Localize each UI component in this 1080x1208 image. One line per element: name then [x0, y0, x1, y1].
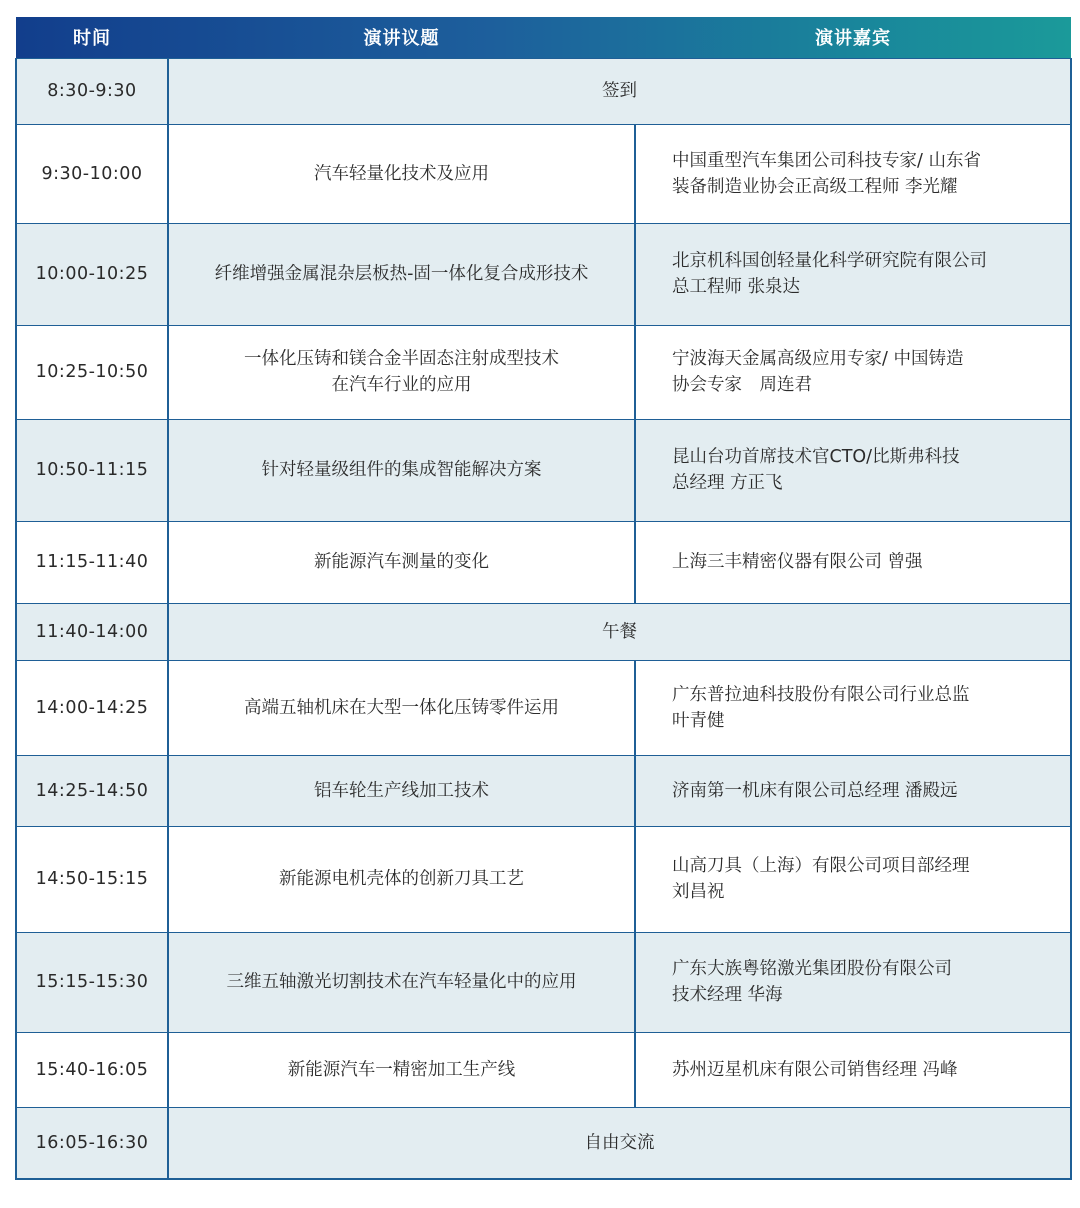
speaker-line: 总工程师 张泉达: [672, 277, 801, 297]
speaker-cell: [635, 124, 1071, 223]
speaker-cell: [635, 826, 1071, 932]
header-topic: 演讲议题: [363, 28, 440, 50]
topic-cell: [168, 325, 635, 419]
speaker-cell: [635, 521, 1071, 603]
agenda-table: [15, 17, 1072, 1180]
table-row: [16, 755, 1071, 826]
table-row: [16, 1032, 1071, 1107]
time-cell: 14:25-14:50: [16, 755, 168, 826]
speaker-cell: [635, 1032, 1071, 1107]
table-row: [16, 932, 1071, 1032]
speaker-line: 技术经理 华海: [672, 985, 783, 1005]
topic-cell: [168, 755, 635, 826]
speaker-cell: [635, 755, 1071, 826]
time-cell: 16:05-16:30: [16, 1107, 168, 1179]
break-cell: 自由交流: [168, 1107, 1071, 1179]
time-cell: 11:40-14:00: [16, 603, 168, 660]
topic-cell: [168, 826, 635, 932]
topic-line: 针对轻量级组件的集成智能解决方案: [261, 460, 542, 480]
speaker-line: 上海三丰精密仪器有限公司 曾强: [672, 552, 923, 572]
table-row: [16, 603, 1071, 660]
time-cell: 15:40-16:05: [16, 1032, 168, 1107]
speaker-line: 济南第一机床有限公司总经理 潘殿远: [672, 780, 958, 801]
speaker-line: 山高刀具（上海）有限公司项目部经理: [672, 856, 970, 876]
speaker-line: 刘昌祝: [672, 882, 725, 902]
break-cell: 签到: [168, 58, 1071, 124]
speaker-cell: [635, 932, 1071, 1032]
speaker-line: 中国重型汽车集团公司科技专家/ 山东省: [672, 150, 981, 171]
table-row: [16, 58, 1071, 124]
speaker-cell: [635, 419, 1071, 521]
topic-cell: [168, 521, 635, 603]
topic-line: 新能源电机壳体的创新刀具工艺: [279, 869, 524, 889]
speaker-line: 装备制造业协会正高级工程师 李光耀: [672, 176, 958, 197]
topic-cell: [168, 660, 635, 755]
table-header-row: [16, 17, 1071, 58]
topic-line: 一体化压铸和镁合金半固态注射成型技术: [244, 349, 559, 369]
topic-line: 汽车轻量化技术及应用: [314, 163, 489, 184]
table-row: [16, 1107, 1071, 1179]
time-cell: 10:50-11:15: [16, 419, 168, 521]
topic-cell: [168, 932, 635, 1032]
time-cell: 10:00-10:25: [16, 223, 168, 325]
header-time: 时间: [73, 28, 111, 50]
topic-cell: [168, 223, 635, 325]
topic-line: 新能源汽车测量的变化: [314, 552, 489, 572]
speaker-cell: [635, 325, 1071, 419]
topic-line: 高端五轴机床在大型一体化压铸零件运用: [244, 697, 559, 718]
topic-line: 在汽车行业的应用: [331, 375, 472, 395]
speaker-cell: [635, 223, 1071, 325]
speaker-line: 叶青健: [672, 710, 725, 731]
topic-cell: [168, 1032, 635, 1107]
table-row: [16, 419, 1071, 521]
break-cell: 午餐: [168, 603, 1071, 660]
speaker-cell: [635, 660, 1071, 755]
topic-cell: [168, 124, 635, 223]
speaker-line: 北京机科国创轻量化科学研究院有限公司: [672, 251, 987, 271]
table-row: [16, 521, 1071, 603]
time-cell: 15:15-15:30: [16, 932, 168, 1032]
table-row: [16, 325, 1071, 419]
speaker-line: 昆山台功首席技术官CTO/比斯弗科技: [672, 447, 960, 467]
header-speaker: 演讲嘉宾: [815, 28, 891, 50]
time-cell: 14:50-15:15: [16, 826, 168, 932]
speaker-line: 宁波海天金属高级应用专家/ 中国铸造: [672, 349, 964, 369]
table-row: [16, 124, 1071, 223]
topic-line: 铝车轮生产线加工技术: [314, 780, 489, 801]
speaker-line: 广东普拉迪科技股份有限公司行业总监: [672, 684, 970, 705]
table-row: [16, 660, 1071, 755]
topic-line: 纤维增强金属混杂层板热-固一体化复合成形技术: [214, 264, 589, 284]
time-cell: 10:25-10:50: [16, 325, 168, 419]
topic-line: 新能源汽车一精密加工生产线: [287, 1059, 516, 1080]
speaker-line: 广东大族粤铭激光集团股份有限公司: [672, 959, 952, 979]
speaker-line: 苏州迈星机床有限公司销售经理 冯峰: [672, 1059, 958, 1080]
topic-cell: [168, 419, 635, 521]
table-row: [16, 223, 1071, 325]
time-cell: 14:00-14:25: [16, 660, 168, 755]
time-cell: 11:15-11:40: [16, 521, 168, 603]
speaker-line: 总经理 方正飞: [672, 473, 783, 493]
time-cell: 9:30-10:00: [16, 124, 168, 223]
time-cell: 8:30-9:30: [16, 58, 168, 124]
speaker-line: 协会专家 周连君: [672, 375, 812, 395]
topic-line: 三维五轴激光切割技术在汽车轻量化中的应用: [226, 972, 577, 992]
table-row: [16, 826, 1071, 932]
